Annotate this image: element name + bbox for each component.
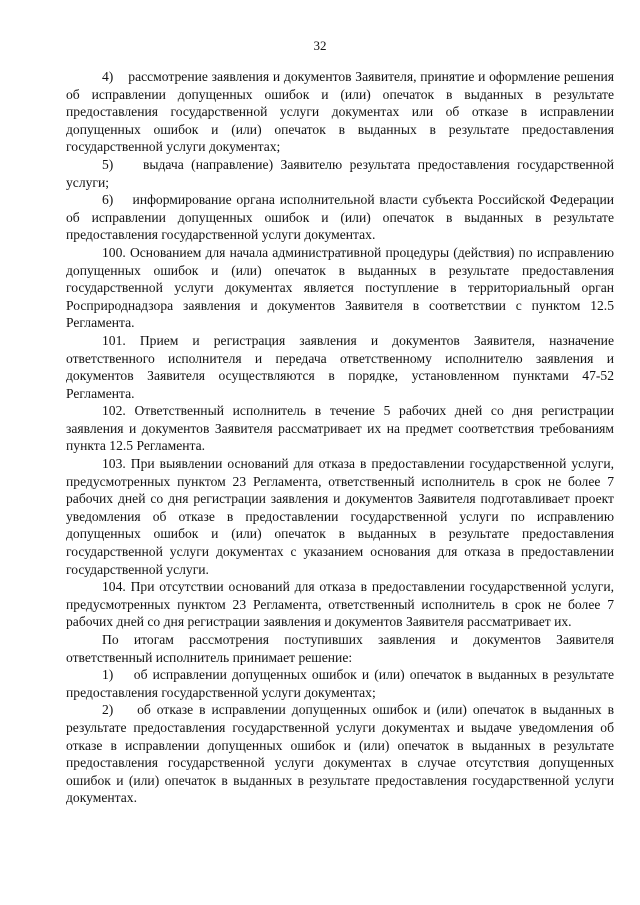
paragraph-100: 100. Основанием для начала административной процедуры (действия) по исправлению допущенных ошибок и (или) опечаток в выданных в результате предоставления государственной услуги документах является поступление в территориальный орган Росприроднадзора заявления и документов Заявителя в соответствии с пунктом 12.5 Регламента. bbox=[66, 244, 614, 331]
paragraph-decision-intro: По итогам рассмотрения поступивших заявления и документов Заявителя ответственный исполнитель принимает решение: bbox=[66, 632, 614, 665]
document-body bbox=[66, 68, 614, 807]
paragraph-item-4: 4) рассмотрение заявления и документов Заявителя, принятие и оформление решения об исправлении допущенных ошибок и (или) опечаток в выданных в результате предоставления государственной услуги документах или об отказе в исправлении допущенных ошибок и (или) опечаток в выданных в результате предоставления государственной услуги документах; bbox=[66, 69, 614, 155]
paragraph-item-5: 5) выдача (направление) Заявителю результата предоставления государственной услуги; bbox=[66, 156, 614, 190]
page-number: 32 bbox=[313, 38, 327, 53]
paragraph-103: 103. При выявлении оснований для отказа в предоставлении государственной услуги, предусмотренных пунктом 23 Регламента, ответственный исполнитель в срок не более 7 рабочих дней со дня регистрации заявления и документов Заявителя подготавливает проект уведомления об отказе в предоставлении государственной услуги по исправлению допущенных ошибок и (или) опечаток в выданных в результате предоставления государственной услуги документах с указанием основания для отказа в предоставлении государственной услуги. bbox=[66, 456, 614, 577]
paragraph-101: 101. Прием и регистрация заявления и документов Заявителя, назначение ответственного исполнителя и передача ответственному исполнителю заявления и документов Заявителя осуществляются в порядке, установленном пунктами 47-52 Регламента. bbox=[66, 332, 614, 401]
paragraph-102: 102. Ответственный исполнитель в течение 5 рабочих дней со дня регистрации заявления и документов Заявителя рассматривает их на предмет соответствия требованиям пункта 12.5 Регламента. bbox=[66, 403, 614, 454]
paragraph-decision-1: 1) об исправлении допущенных ошибок и (или) опечаток в выданных в результате предоставления государственной услуги документах; bbox=[66, 667, 614, 700]
paragraph-decision-2: 2) об отказе в исправлении допущенных ошибок и (или) опечаток в выданных в результате предоставления государственной услуги документах и выдаче уведомления об отказе в исправлении допущенных ошибок и (или) опечаток в выданных в результате предоставления государственной услуги документах в случае отсутствия допущенных ошибок и (или) опечаток в выданных в результате предоставления государственной услуги документах. bbox=[66, 702, 614, 806]
paragraph-104: 104. При отсутствии оснований для отказа в предоставлении государственной услуги, предусмотренных пунктом 23 Регламента, ответственный исполнитель в срок не более 7 рабочих дней со дня регистрации заявления и документов Заявителя рассматривает их. bbox=[66, 579, 614, 630]
paragraph-item-6: 6) информирование органа исполнительной власти субъекта Российской Федерации об исправлении допущенных ошибок и (или) опечаток в выданных в результате предоставления государственной услуги документах. bbox=[66, 192, 614, 243]
